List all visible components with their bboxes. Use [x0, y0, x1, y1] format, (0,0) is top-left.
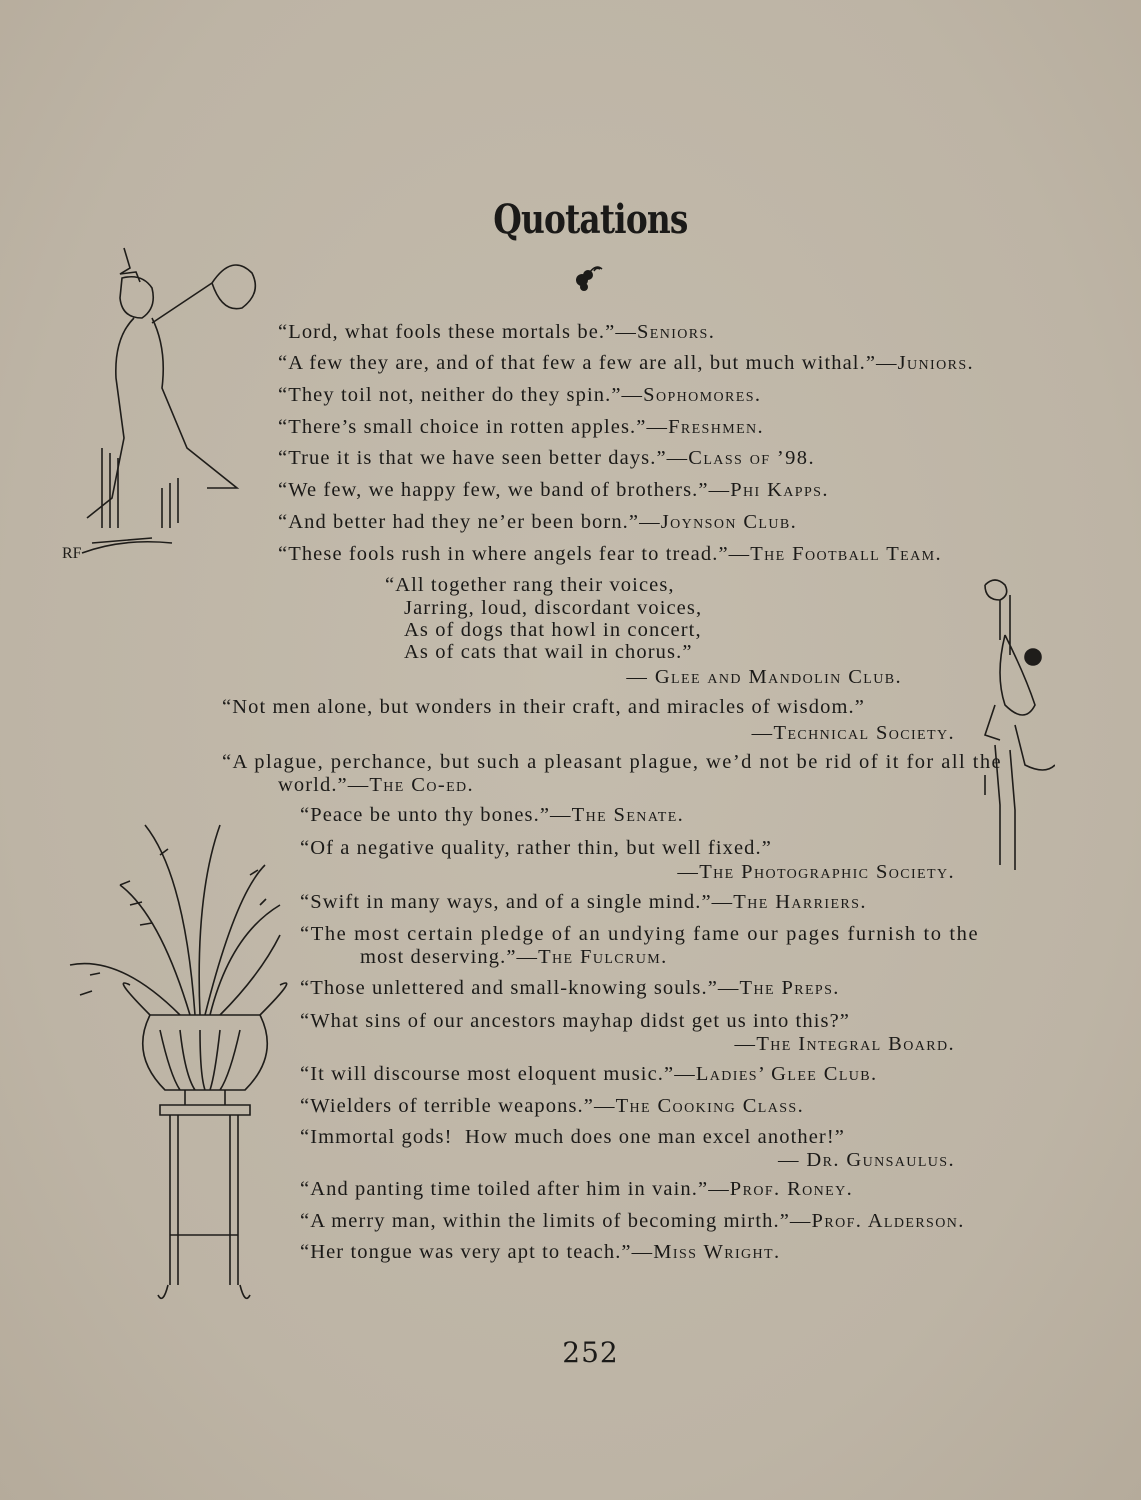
quote-attribution: The Cooking Class.	[615, 1095, 805, 1117]
quote-text: “It will discourse most eloquent music.”—	[300, 1063, 696, 1085]
quote-attribution: Juniors.	[897, 352, 975, 374]
quote-text: “We few, we happy few, we band of brothers.”—	[278, 479, 731, 501]
poem-line: As of cats that wail in chorus.”	[404, 641, 693, 663]
quote-text: “Peace be unto thy bones.”—	[300, 804, 572, 826]
poem-line: “All together rang their voices,	[385, 574, 675, 596]
attribution-technical: —Technical Society.	[751, 722, 955, 744]
quote-technical: “Not men alone, but wonders in their craft, and miracles of wisdom.”	[222, 696, 865, 718]
artist-signature: RF	[62, 545, 82, 562]
quote-text: “True it is that we have seen better days.”—	[278, 447, 689, 469]
quote-text: “Lord, what fools these mortals be.”—	[278, 321, 637, 343]
attribution-integral: —The Integral Board.	[734, 1033, 955, 1055]
quote-attribution: Sophomores.	[643, 384, 762, 406]
quote-text: “A merry man, within the limits of becoming mirth.”—	[300, 1210, 812, 1232]
quote-text: world.”—	[278, 774, 370, 796]
quote-attribution: The Football Team.	[750, 543, 942, 565]
quote-football-team	[278, 542, 942, 566]
quote-text: “These fools rush in where angels fear to tread.”—	[278, 543, 751, 565]
quote-attribution: The Preps.	[739, 977, 840, 999]
quote-fulcrum: “The most certain pledge of an undying fame our pages furnish to the	[300, 923, 980, 945]
quote-attribution: Ladies’ Glee Club.	[695, 1063, 878, 1085]
quote-attribution: The Co-ed.	[369, 774, 475, 796]
page-number: 252	[562, 1336, 619, 1369]
attribution-photographic: —The Photographic Society.	[677, 861, 955, 883]
quote-wright	[300, 1240, 781, 1264]
poem-attribution: — Glee and Mandolin Club.	[626, 666, 902, 688]
quote-fulcrum-cont	[360, 945, 668, 969]
poem-line: Jarring, loud, discordant voices,	[404, 597, 703, 619]
quote-attribution: Seniors.	[636, 321, 716, 343]
quote-text: “Wielders of terrible weapons.”—	[300, 1095, 616, 1117]
quote-coed: “A plague, perchance, but such a pleasant plague, we’d not be rid of it for all the	[222, 751, 1003, 773]
quote-text: “They toil not, neither do they spin.”—	[278, 384, 644, 406]
quote-attribution: Class of ’98.	[688, 447, 815, 469]
quote-harriers	[300, 890, 867, 914]
quote-attribution: Prof. Roney.	[729, 1178, 854, 1200]
quote-attribution: Joynson Club.	[660, 511, 798, 533]
quote-gunsaulus: “Immortal gods! How much does one man excel another!”	[300, 1126, 845, 1148]
quote-ladies-glee	[300, 1062, 878, 1086]
quote-text: “And better had they ne’er been born.”—	[278, 511, 661, 533]
ornament-icon	[572, 262, 606, 296]
quote-roney	[300, 1177, 853, 1201]
quote-attribution: Prof. Alderson.	[811, 1210, 965, 1232]
quote-text: most deserving.”—	[360, 946, 539, 968]
quote-text: “And panting time toiled after him in vain.”—	[300, 1178, 730, 1200]
quote-cooking	[300, 1094, 804, 1118]
quote-sophomores	[278, 383, 761, 407]
quote-attribution: The Harriers.	[733, 891, 867, 913]
figure-illustration	[975, 575, 1055, 875]
page-title: Quotations	[493, 196, 688, 243]
poem-line: As of dogs that howl in concert,	[404, 619, 702, 641]
quote-seniors	[278, 320, 715, 344]
quote-phi-kapps	[278, 478, 829, 502]
jester-illustration	[62, 238, 262, 568]
quote-attribution: Miss Wright.	[653, 1241, 781, 1263]
quote-preps	[300, 976, 840, 1000]
quote-text: “Her tongue was very apt to teach.”—	[300, 1241, 654, 1263]
quote-coed-cont	[278, 773, 474, 797]
quote-attribution: Freshmen.	[668, 416, 765, 438]
quote-senate	[300, 803, 684, 827]
quote-text: “A few they are, and of that few a few are all, but much withal.”—	[278, 352, 898, 374]
quote-alderson	[300, 1209, 965, 1233]
attribution-gunsaulus: — Dr. Gunsaulus.	[777, 1149, 955, 1171]
plant-stand-illustration	[60, 815, 300, 1305]
quote-attribution: The Fulcrum.	[538, 946, 668, 968]
quote-attribution: Phi Kapps.	[730, 479, 829, 501]
quote-text: “Swift in many ways, and of a single mind.”—	[300, 891, 734, 913]
quote-text: “There’s small choice in rotten apples.”—	[278, 416, 669, 438]
quote-text: “Those unlettered and small-knowing souls.”—	[300, 977, 740, 999]
quote-class-98	[278, 446, 815, 470]
quote-juniors	[278, 351, 974, 375]
quote-photographic: “Of a negative quality, rather thin, but well fixed.”	[300, 837, 772, 859]
quote-freshmen	[278, 415, 764, 439]
quote-joynson-club	[278, 510, 797, 534]
quote-integral: “What sins of our ancestors mayhap didst get us into this?”	[300, 1010, 850, 1032]
quote-attribution: The Senate.	[571, 804, 685, 826]
